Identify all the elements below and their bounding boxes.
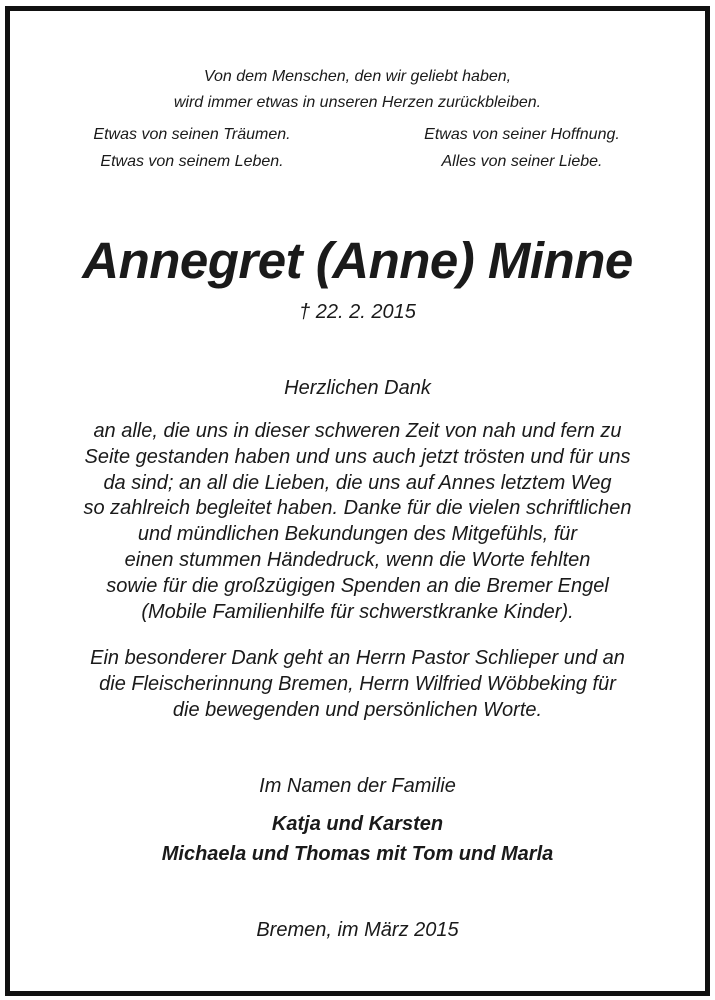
thanks-line: und mündlichen Bekundungen des Mitgefühls, für	[137, 523, 578, 546]
verse-line: Etwas von seinen Träumen.	[93, 126, 291, 143]
verse-opening	[0, 64, 715, 116]
verse-line: wird immer etwas in unseren Herzen zurückbleiben.	[173, 94, 542, 111]
special-thanks-line: die Fleischerinnung Bremen, Herrn Wilfried Wöbbeking für	[99, 673, 616, 695]
thanks-line: sowie für die großzügigen Spenden an die Bremer Engel	[106, 574, 609, 597]
family-names	[0, 809, 715, 869]
family-label: Im Namen der Familie	[259, 775, 456, 797]
thanks-line: (Mobile Familienhilfe für schwerstkranke Kinder).	[141, 600, 574, 623]
verse-line: Alles von seiner Liebe.	[441, 153, 603, 170]
thanks-line: einen stummen Händedruck, wenn die Worte fehlten	[124, 548, 591, 571]
verse-left-column	[22, 121, 362, 175]
family-name-line: Michaela und Thomas mit Tom und Marla	[161, 843, 554, 865]
verse-line: Von dem Menschen, den wir geliebt haben,	[203, 68, 512, 85]
thanks-line: da sind; an all die Lieben, die uns auf Annes letztem Weg	[103, 471, 612, 494]
verse-line: Etwas von seinem Leben.	[100, 153, 284, 170]
thanks-line: Seite gestanden haben und uns auch jetzt trösten und für uns	[84, 445, 631, 468]
verse-line: Etwas von seiner Hoffnung.	[424, 126, 620, 143]
place-and-date: Bremen, im März 2015	[256, 919, 459, 941]
thanks-line: an alle, die uns in dieser schweren Zeit von nah und fern zu	[93, 420, 622, 442]
deceased-name: Annegret (Anne) Minne	[82, 232, 633, 289]
thanks-text	[0, 419, 715, 625]
thanks-heading: Herzlichen Dank	[284, 377, 431, 399]
verse-right-column	[352, 121, 692, 175]
special-thanks-line: die bewegenden und persönlichen Worte.	[172, 699, 543, 721]
special-thanks-line: Ein besonderer Dank geht an Herrn Pastor Schlieper und an	[90, 647, 625, 669]
special-thanks-text	[0, 645, 715, 723]
death-date: † 22. 2. 2015	[299, 301, 416, 323]
thanks-line: so zahlreich begleitet haben. Danke für die vielen schriftlichen	[83, 497, 632, 520]
family-name-line: Katja und Karsten	[271, 813, 444, 835]
